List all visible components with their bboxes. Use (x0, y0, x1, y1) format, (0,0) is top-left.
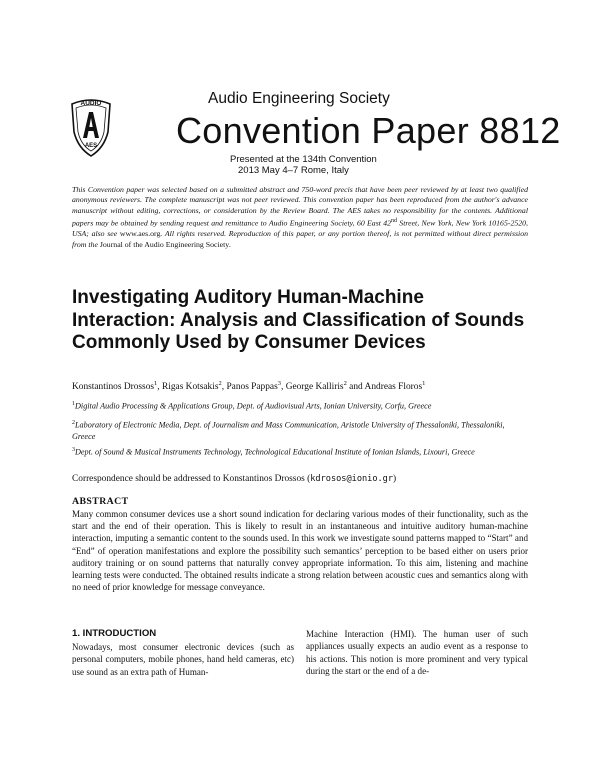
svg-text:AUDIO: AUDIO (80, 100, 102, 107)
aes-logo (68, 94, 114, 158)
affiliation-1: $^1$Digital Audio Processing & Applications Group, Dept. of Audiovisual Arts, Ionian University, Corfu, Greece (72, 401, 432, 411)
correspondence-email[interactable]: kdrosos@ionio.gr (310, 474, 394, 484)
affiliation-3: $^3$Dept. of Sound & Musical Instruments Technology, Technological Educational Institute of Ionian Islands, Lixouri, Greece (72, 447, 475, 457)
presented-line-1: Presented at the 134th Convention (230, 154, 377, 165)
review-notice: This Convention paper was selected based on a submitted abstract and 750-word precis that have been peer reviewed by at least two qualified anonymous reviewers. The complete manuscript was not peer reviewed. This convention paper has been reproduced from the author's advance manuscript without editing, corrections, or consideration by the Review Board. The AES takes no responsibility for the contents. Additional papers may be obtained by sending request and remittance to Audio Engineering Society, 60 East 42nd Street, New York, New York 10165-2520, USA; also see www.aes.org. All rights reserved. Reproduction of this paper, or any portion thereof, is not permitted without direct permission from the Journal of the Audio Engineering Society. (72, 185, 528, 249)
author-list: Konstantinos Drossos$^1$, Rigas Kotsakis$^2$, Panos Pappas$^3$, George Kalliris$^2$ and Andreas Floros$^1$ (72, 380, 426, 393)
correspondence: Correspondence should be addressed to Konstantinos Drossos (kdrosos@ionio.gr) (72, 474, 397, 484)
paper-title: Investigating Auditory Human-Machine Interaction: Analysis and Classification of Sounds Commonly Used by Consumer Devices (72, 287, 525, 353)
intro-column-1: Nowadays, most consumer electronic devices (such as personal computers, mobile phones, hand held cameras, etc) use sound as an extra path of Human- (72, 642, 294, 677)
abstract-text: Many common consumer devices use a short sound indication for declaring various modes of their functionality, such as the start and the end of their operation. This is likely to result in an instantaneous and intuitive auditory human-machine interaction, imputing a semantic content to the sounds used. In this work we investigate sound patterns mapped to “Start” and “End” of operation manifestations and explore the possibility such semantics’ perception to be based either on users prior auditory training or on sound patterns that naturally convey appropriate information. To this aim, listening and machine learning tests were conducted. The obtained results indicate a strong relation between acoustic cues and semantics along with no need of prior knowledge for message conveyance. (72, 509, 528, 593)
society-name: Audio Engineering Society (208, 90, 390, 107)
intro-column-2: Machine Interaction (HMI). The human user of such appliances usually expects an audio event as a response to his actions. This notion is more prominent and very typical during the start or the end of a de- (306, 629, 528, 677)
affiliation-2: $^2$Laboratory of Electronic Media, Dept. of Journalism and Mass Communication, Aristotle University of Thessaloniki, Thessaloniki, Greece (72, 420, 505, 441)
convention-paper-title: Convention Paper 8812 (176, 110, 561, 151)
aes-website-link[interactable]: www.aes.org (119, 229, 161, 239)
presented-line-2: 2013 May 4–7 Rome, Italy (238, 165, 349, 176)
section-heading-introduction: 1. INTRODUCTION (72, 628, 157, 639)
presented-info (230, 154, 377, 176)
svg-text:AES: AES (84, 143, 98, 149)
abstract-heading: ABSTRACT (72, 496, 129, 507)
